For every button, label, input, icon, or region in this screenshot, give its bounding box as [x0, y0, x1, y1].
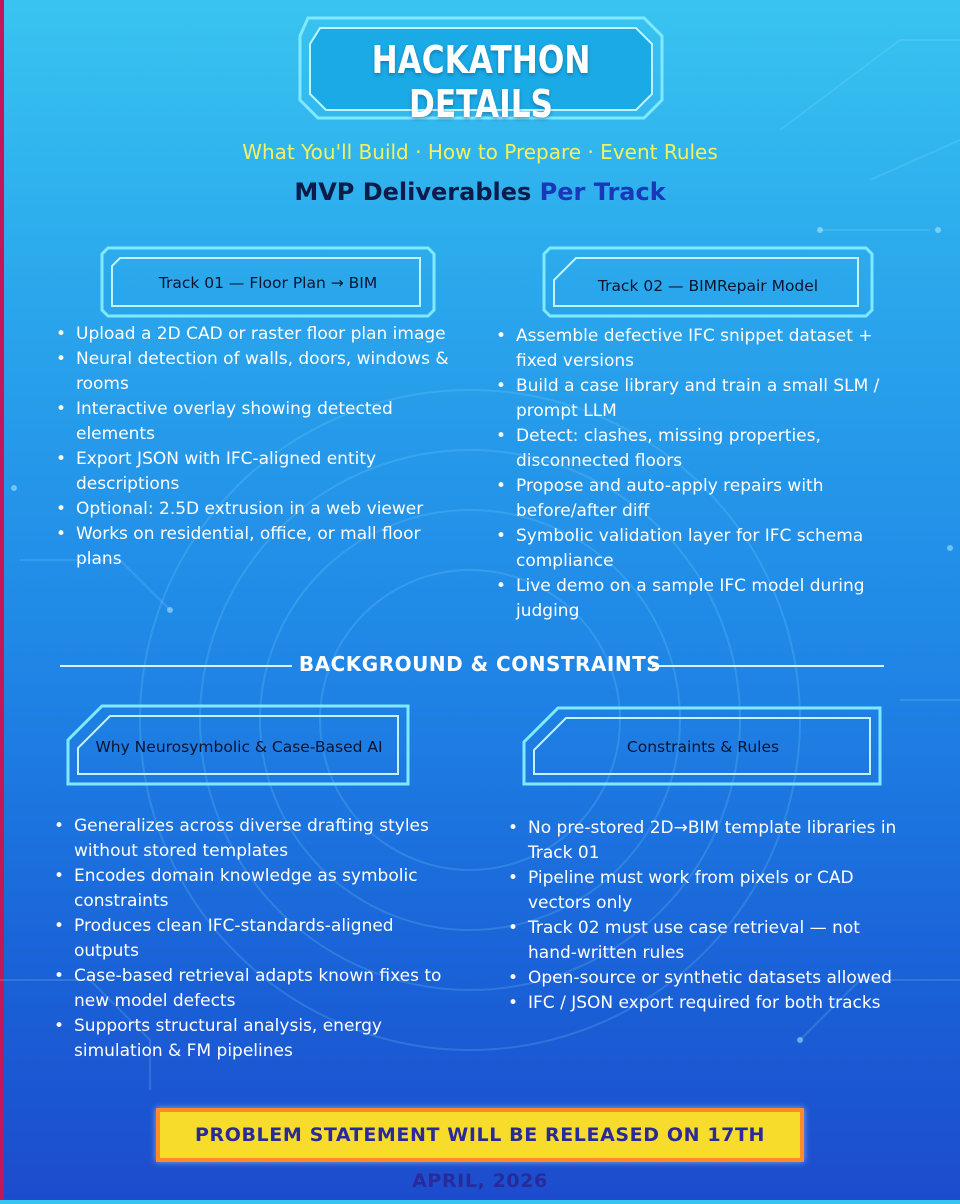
list-item: • Pipeline must work from pixels or CAD vectors only [506, 866, 906, 916]
list-item: • Optional: 2.5D extrusion in a web viewer [54, 497, 464, 522]
announcement-banner [156, 1108, 804, 1192]
rules-label: Constraints & Rules [626, 738, 780, 756]
list-item: • Encodes domain knowledge as symbolic constraints [52, 864, 462, 914]
list-item: • Case-based retrieval adapts known fixes to new model defects [52, 964, 462, 1014]
list-item: • Assemble defective IFC snippet dataset + fixed versions [494, 324, 894, 374]
list-item: • Track 02 must use case retrieval — not hand-written rules [506, 916, 906, 966]
section-title-part1: MVP Deliverables [294, 178, 540, 206]
why-label: Why Neurosymbolic & Case-Based AI [95, 738, 383, 756]
list-item: • No pre-stored 2D→BIM template libraries in Track 01 [506, 816, 906, 866]
list-item: • Works on residential, office, or mall floor plans [54, 522, 464, 572]
rules-list [506, 816, 906, 1016]
list-item: • Propose and auto-apply repairs with before/after diff [494, 474, 894, 524]
list-item: • Live demo on a sample IFC model during judging [494, 574, 894, 624]
list-item: • Open-source or synthetic datasets allowed [506, 966, 906, 991]
list-item: • Build a case library and train a small SLM / prompt LLM [494, 374, 894, 424]
list-item: • Produces clean IFC-standards-aligned outputs [52, 914, 462, 964]
list-item: • Generalizes across diverse drafting styles without stored templates [52, 814, 462, 864]
background-section-title: BACKGROUND & CONSTRAINTS [298, 652, 662, 676]
why-list [52, 814, 462, 1064]
page-subtitle: What You'll Build · How to Prepare · Event Rules [242, 140, 718, 164]
track-01-list [54, 322, 464, 572]
list-item: • Supports structural analysis, energy simulation & FM pipelines [52, 1014, 462, 1064]
list-item: • Detect: clashes, missing properties, disconnected floors [494, 424, 894, 474]
section-title [0, 178, 960, 206]
list-item: • Symbolic validation layer for IFC schema compliance [494, 524, 894, 574]
section-title-part2: Per Track [539, 178, 666, 206]
track-02-list [494, 324, 894, 624]
list-item: • IFC / JSON export required for both tracks [506, 991, 906, 1016]
list-item: • Export JSON with IFC-aligned entity descriptions [54, 447, 464, 497]
announcement-text: PROBLEM STATEMENT WILL BE RELEASED ON 17TH APRIL, 2026 [194, 1124, 766, 1192]
list-item: • Upload a 2D CAD or raster floor plan image [54, 322, 464, 347]
list-item: • Interactive overlay showing detected elements [54, 397, 464, 447]
track-02-label: Track 02 — BIMRepair Model [597, 277, 819, 295]
list-item: • Neural detection of walls, doors, windows & rooms [54, 347, 464, 397]
track-01-label: Track 01 — Floor Plan → BIM [158, 274, 378, 292]
page-title: HACKATHON DETAILS [371, 38, 591, 126]
